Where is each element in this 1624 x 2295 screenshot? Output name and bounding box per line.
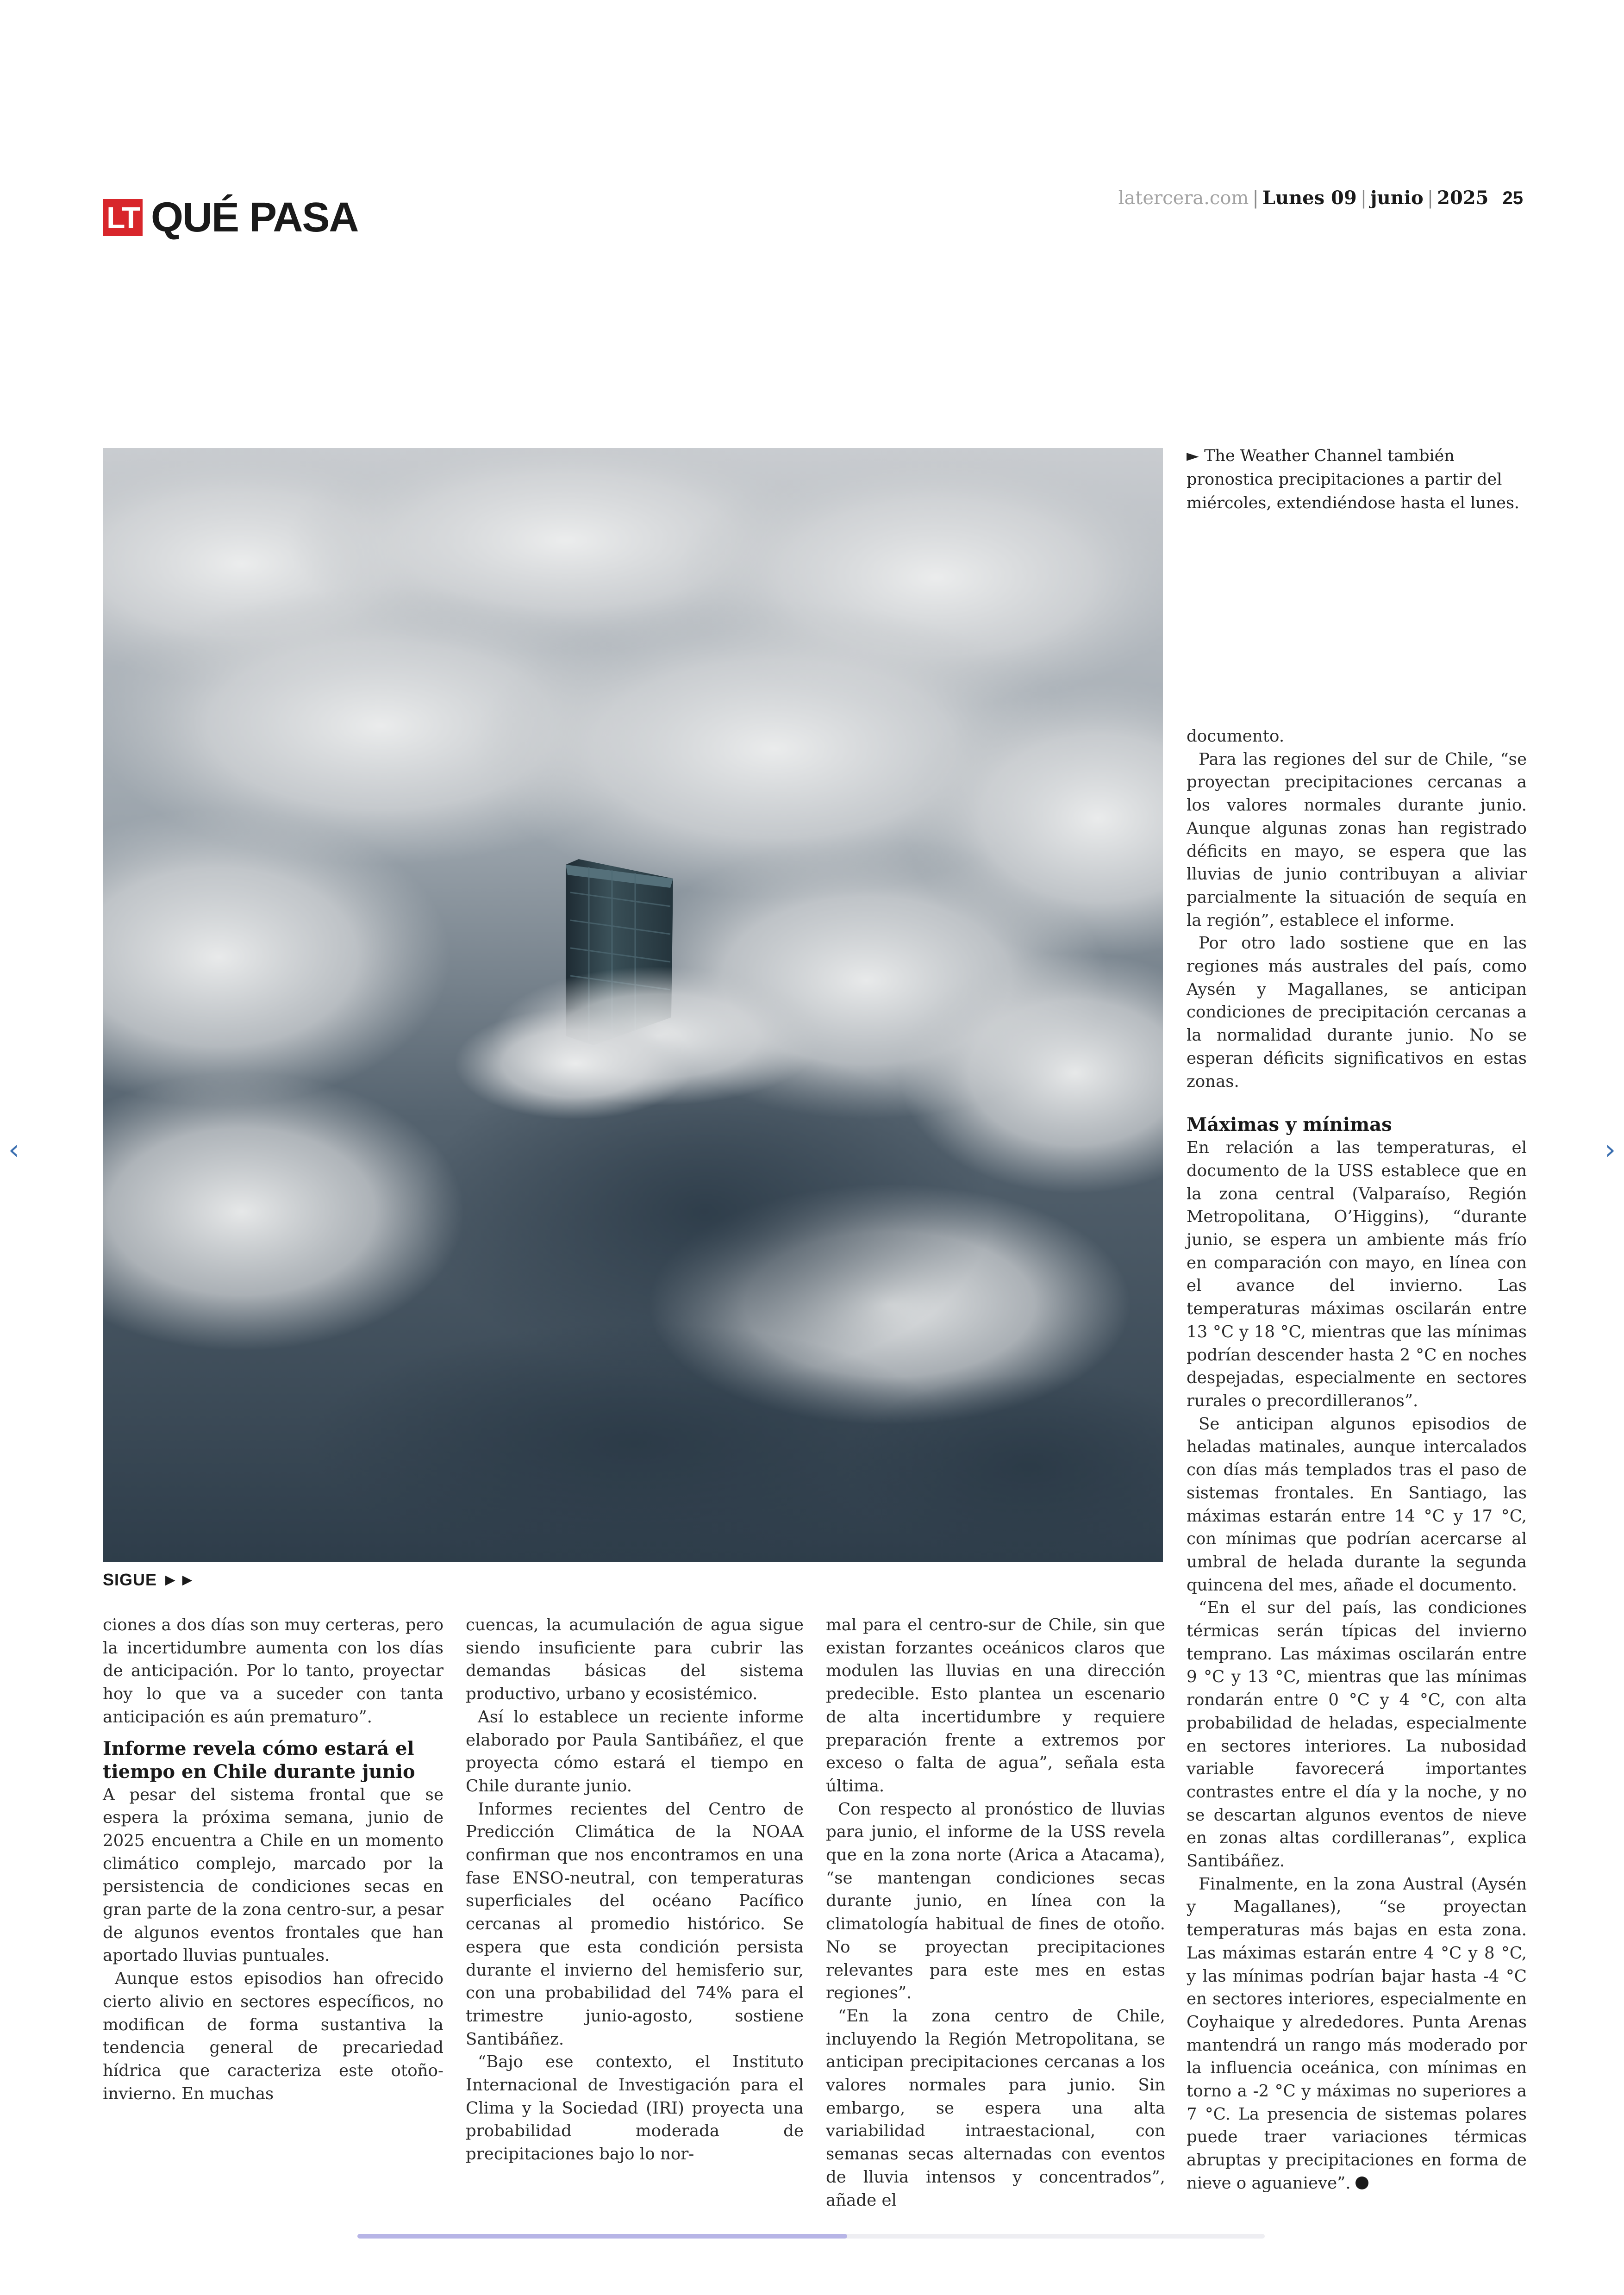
paragraph: ciones a dos días son muy certeras, pero la incertidumbre aumenta con los días de anticipación. Por lo tanto, proyectar hoy lo que va a suceder con tanta anticipación es aún prematuro”. bbox=[103, 1615, 443, 1727]
text-column-3 bbox=[826, 1614, 1165, 2212]
site-name: latercera.com bbox=[1118, 187, 1249, 209]
date-day: Lunes 09 bbox=[1262, 187, 1357, 209]
caption-marker: ► bbox=[1187, 447, 1199, 465]
paragraph: Se anticipan algunos episodios de heladas matinales, aunque intercalados con días más templados tras el paso de sistemas frontales. En Santiago, las máximas estarán entre 14 °C y 17 °C, con mínimas que podrían acercarse al umbral de helada durante la segunda quincena del mes, añade el documento. bbox=[1187, 1414, 1527, 1595]
prev-page-button[interactable]: ‹ bbox=[8, 1134, 19, 1166]
paragraph: mal para el centro-sur de Chile, sin que existan forzantes oceánicos claros que modulen las lluvias en una dirección predecible. Esto plantea un escenario de alta incertidumbre y requiere preparación frente a extremos por exceso o falta de agua”, señala esta última. bbox=[826, 1615, 1165, 1796]
page-number: 25 bbox=[1502, 188, 1523, 208]
cloud-tower-photo bbox=[103, 448, 1163, 1562]
paragraph bbox=[1187, 1873, 1527, 2195]
paragraph: “Bajo ese contexto, el Instituto Internacional de Investigación para el Clima y la Sociedad (IRI) proyecta una probabilidad moderada de precipitaciones bajo lo nor- bbox=[466, 2052, 804, 2164]
paragraph: “En el sur del país, las condiciones térmicas serán típicas del invierno temprano. Las máximas oscilarán entre 9 °C y 13 °C, mientras que las mínimas rondarán entre 0 °C y 4 °C, con alta probabilidad de heladas, especialmente en sectores interiores. La nubosidad variable favorecerá importantes contrastes entre el día y la noche, y no se descartan algunos eventos de nieve en zonas altas cordilleranas”, explica Santibáñez. bbox=[1187, 1598, 1527, 1871]
photo-caption bbox=[1187, 444, 1527, 515]
closing-paragraph-text: Finalmente, en la zona Austral (Aysén y Magallanes), “se proyectan temperaturas más bajas en esta zona. Las máximas estarán entre 4 °C y 8 °C, y las mínimas podrían bajar hasta -4 °C en sectores interiores, especialmente en Coyhaique y alrededores. Punta Arenas mantendrá un rango más moderado por la influencia oceánica, con mínimas en torno a -2 °C y máximas no superiores a 7 °C. La presencia de sistemas polares puede traer variaciones térmicas abruptas y precipitaciones en forma de nieve o aguanieve”. bbox=[1187, 1874, 1527, 2193]
paragraph: Con respecto al pronóstico de lluvias para junio, el informe de la USS revela que en la zona norte (Arica a Atacama), “se mantengan condiciones secas durante junio, en línea con la climatología habitual de fines de otoño. No se proyectan precipitaciones relevantes para este mes en estas regiones”. bbox=[826, 1799, 1165, 2003]
page-scroll-progress bbox=[357, 2234, 847, 2239]
paragraph: cuencas, la acumulación de agua sigue siendo insuficiente para cubrir las demandas básicas del sistema productivo, urbano y ecosistémico. bbox=[466, 1615, 804, 1704]
paragraph: En relación a las temperaturas, el documento de la USS establece que en la zona central (Valparaíso, Región Metropolitana, O’Higgins), “durante junio, se espera un ambiente más frío en comparación con mayo, en línea con el avance del invierno. Las temperaturas máximas oscilarán entre 13 °C y 18 °C, mientras que las mínimas podrían descender hasta 2 °C en noches despejadas, especialmente en sectores rurales o precordilleranos”. bbox=[1187, 1138, 1527, 1410]
date-year: 2025 bbox=[1437, 187, 1489, 209]
text-column-4 bbox=[1187, 725, 1527, 2195]
paragraph: Así lo establece un reciente informe elaborado por Paula Santibáñez, el que proyecta cómo estará el tiempo en Chile durante junio. bbox=[466, 1707, 804, 1796]
paragraph: Informes recientes del Centro de Predicción Climática de la NOAA confirman que nos encontramos en una fase ENSO-neutral, con temperaturas superficiales del océano Pacífico cercanas al promedio histórico. Se espera que esta condición persista durante el invierno del hemisferio sur, con una probabilidad del 74% para el trimestre junio-agosto, sostiene Santibáñez. bbox=[466, 1799, 804, 2049]
end-mark-icon bbox=[1355, 2177, 1368, 2189]
page-header: latercera.com | Lunes 09 | junio | 2025 25 bbox=[1118, 187, 1523, 209]
paragraph: Por otro lado sostiene que en las regiones más australes del país, como Aysén y Magallanes, se anticipan condiciones de precipitación cercanas a la normalidad durante junio. No se esperan déficits significativos en estas zonas. bbox=[1187, 934, 1527, 1091]
next-page-button[interactable]: › bbox=[1605, 1134, 1616, 1166]
subheading: Máximas y mínimas bbox=[1187, 1114, 1392, 1136]
logo-mark: LT bbox=[103, 199, 143, 236]
text-column-2 bbox=[466, 1614, 804, 2166]
paragraph: “En la zona centro de Chile, incluyendo la Región Metropolitana, se anticipan precipitaciones cercanas a los valores normales para junio. Sin embargo, se espera una alta variabilidad intraestacional, con semanas secas alternadas con eventos de lluvia intensos y concentrados”, añade el bbox=[826, 2006, 1165, 2210]
paragraph: A pesar del sistema frontal que se espera la próxima semana, junio de 2025 encuentra a Chile en un momento climático complejo, marcado por la persistencia de condiciones secas en gran parte de la zona centro-sur, a pesar de algunos eventos frontales que han aportado lluvias puntuales. bbox=[103, 1785, 443, 1965]
cloud-tower-illustration bbox=[103, 448, 1163, 1562]
date-month: junio bbox=[1370, 187, 1424, 209]
sigue-label: SIGUE ►► bbox=[103, 1570, 196, 1589]
paragraph: Para las regiones del sur de Chile, “se proyectan precipitaciones cercanas a los valores normales durante junio. Aunque algunas zonas han registrado déficits en mayo, se espera que las lluvias de junio contribuyan a aliviar parcialmente la situación de sequía en la región”, establece el informe. bbox=[1187, 749, 1527, 930]
caption-text: The Weather Channel también pronostica precipitaciones a partir del miércoles, extendiéndose hasta el lunes. bbox=[1187, 447, 1520, 512]
paragraph: documento. bbox=[1187, 727, 1285, 746]
section-logo: QUÉ PASA bbox=[151, 194, 358, 241]
text-column-1 bbox=[103, 1614, 443, 2105]
paragraph: Aunque estos episodios han ofrecido cierto alivio en sectores específicos, no modifican de forma sustantiva la tendencia general de precariedad hídrica que caracteriza este otoño-invierno. En muchas bbox=[103, 1969, 443, 2103]
subheading: Informe revela cómo estará el tiempo en Chile durante junio bbox=[103, 1737, 415, 1783]
